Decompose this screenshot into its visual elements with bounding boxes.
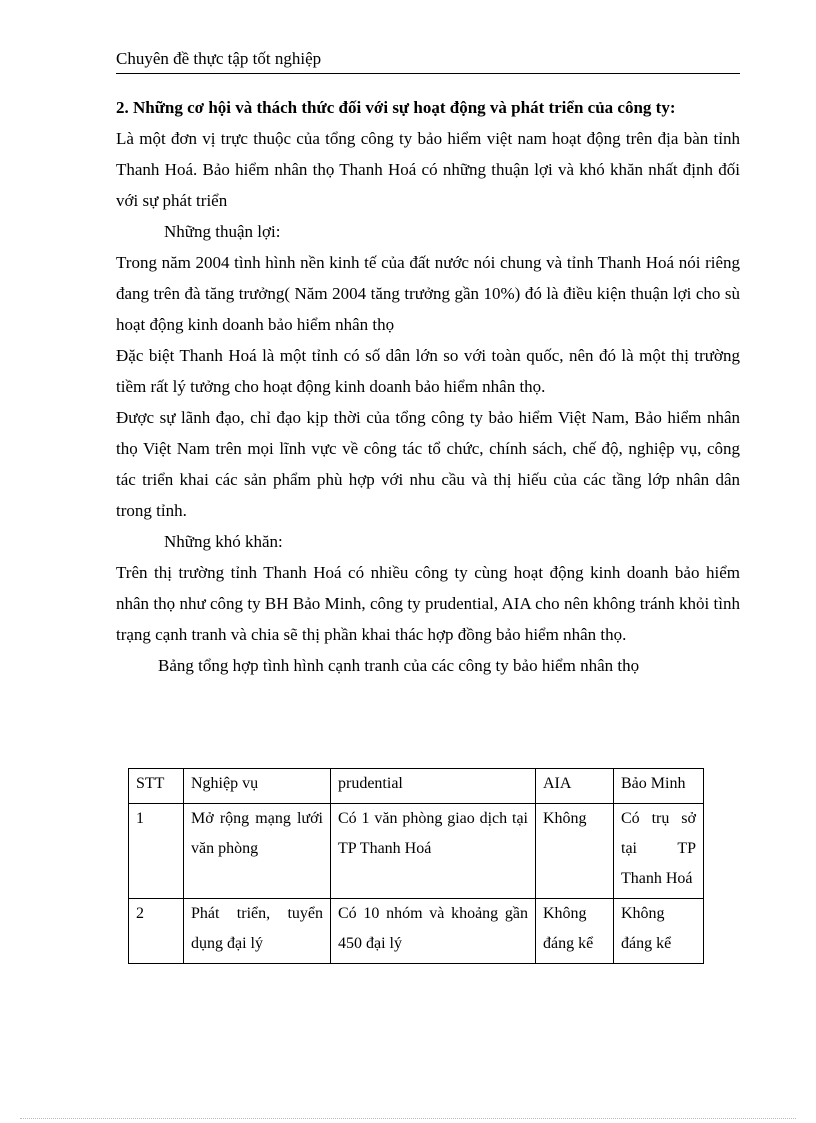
table-cell: Mở rộng mạng lưới văn phòng <box>184 804 331 899</box>
table-row <box>129 899 704 964</box>
header-cell: AIA <box>536 769 614 804</box>
footer-divider <box>20 1118 796 1119</box>
advantage-paragraph: Đặc biệt Thanh Hoá là một tỉnh có số dân lớn so với toàn quốc, nên đó là một thị trường tiềm rất lý tưởng cho hoạt động kinh doanh bảo hiểm nhân thọ. <box>116 346 740 396</box>
table-cell: Có 10 nhóm và khoảng gần 450 đại lý <box>331 899 536 964</box>
intro-paragraph: Là một đơn vị trực thuộc của tổng công ty bảo hiểm việt nam hoạt động trên địa bàn tỉnh Thanh Hoá. Bảo hiểm nhân thọ Thanh Hoá có những thuận lợi và khó khăn nhất định đối với sự phát triển <box>116 129 740 210</box>
header-cell: Nghiệp vụ <box>184 769 331 804</box>
table-header-row <box>129 769 704 804</box>
competition-table <box>128 768 704 964</box>
header-cell: STT <box>129 769 184 804</box>
table-cell: Có 1 văn phòng giao dịch tại TP Thanh Hoá <box>331 804 536 899</box>
advantages-title: Những thuận lợi: <box>164 222 281 241</box>
table-caption: Bảng tổng hợp tình hình cạnh tranh của các công ty bảo hiểm nhân thọ <box>158 656 640 675</box>
difficulties-paragraph: Trên thị trường tỉnh Thanh Hoá có nhiều công ty cùng hoạt động kinh doanh bảo hiểm nhân thọ như công ty BH Bảo Minh, công ty prudential, AIA cho nên không tránh khỏi tình trạng cạnh tranh và chia sẽ thị phần khai thác hợp đồng bảo hiểm nhân thọ. <box>116 563 740 644</box>
header-cell: Bảo Minh <box>614 769 704 804</box>
table-cell: Không đáng kể <box>536 899 614 964</box>
table-cell: 2 <box>129 899 184 964</box>
table-cell: Không <box>536 804 614 899</box>
advantage-paragraph: Được sự lãnh đạo, chỉ đạo kịp thời của tổng công ty bảo hiểm Việt Nam, Bảo hiểm nhân thọ Việt Nam trên mọi lĩnh vực về công tác tổ chức, chính sách, chế độ, nghiệp vụ, công tác triển khai các sản phẩm phù hợp với nhu cầu và thị hiếu của các tầng lớp nhân dân trong tỉnh. <box>116 408 740 520</box>
header-cell: prudential <box>331 769 536 804</box>
table-row <box>129 804 704 899</box>
section-heading: 2. Những cơ hội và thách thức đối với sự hoạt động và phát triển của công ty: <box>116 98 676 117</box>
table-cell: Có trụ sở tại TP Thanh Hoá <box>614 804 704 899</box>
table-cell: 1 <box>129 804 184 899</box>
header-title: Chuyên đề thực tập tốt nghiệp <box>116 49 322 68</box>
difficulties-title: Những khó khăn: <box>164 532 283 551</box>
table-cell: Phát triển, tuyển dụng đại lý <box>184 899 331 964</box>
page-header <box>116 48 740 74</box>
table-cell: Không đáng kể <box>614 899 704 964</box>
document-body <box>116 92 740 681</box>
advantage-paragraph: Trong năm 2004 tình hình nền kinh tế của đất nước nói chung và tỉnh Thanh Hoá nói riêng đang trên đà tăng trưởng( Năm 2004 tăng trưởng gần 10%) đó là điều kiện thuận lợi cho sù hoạt động kinh doanh bảo hiểm nhân thọ <box>116 253 740 334</box>
